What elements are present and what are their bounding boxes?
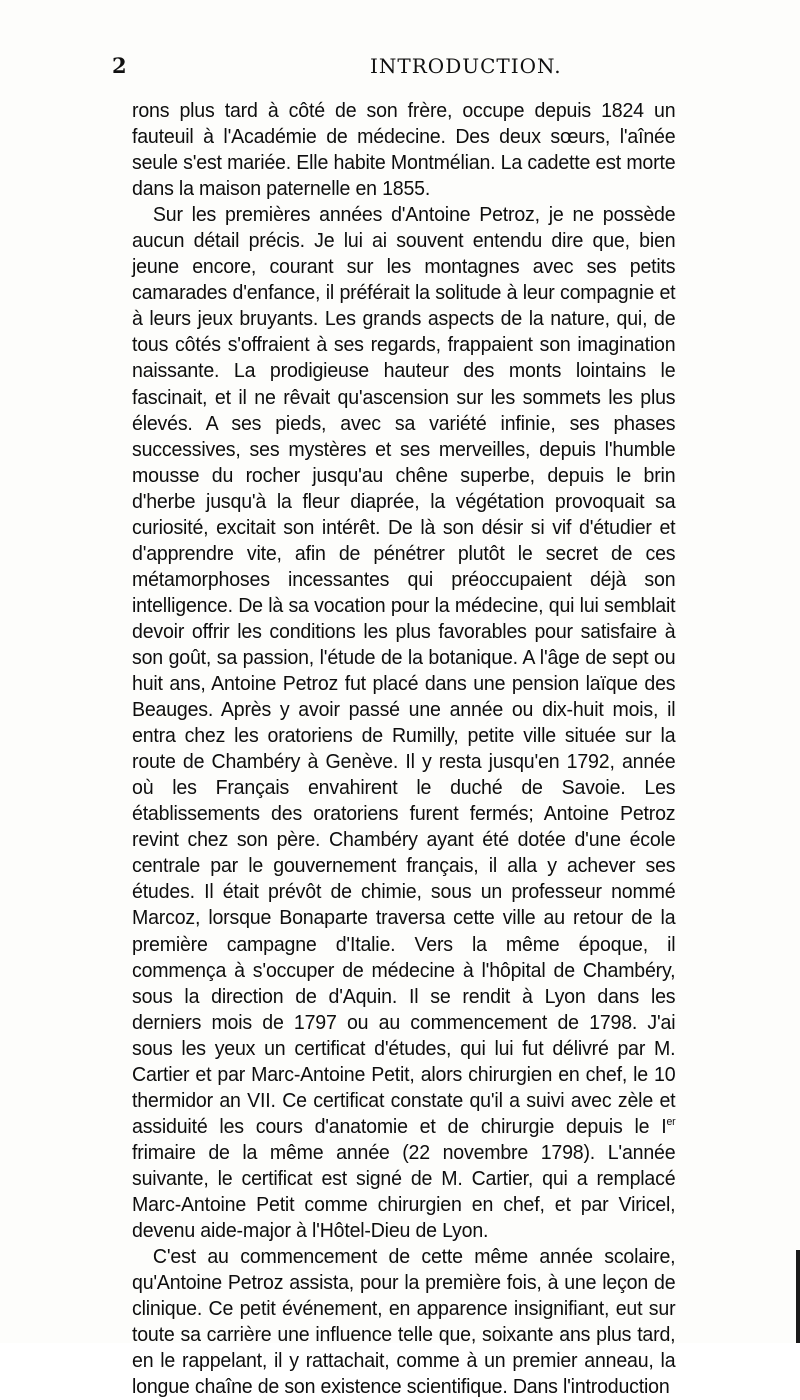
paragraph-1 — [132, 98, 675, 202]
paragraph-2-text-end: frimaire de la même année (22 novembre 1798). L'année suivante, le certificat est signé de M. Cartier, qui a remplacé Marc-Antoine Petit comme chirurgien en chef, et par Viricel, devenu aide-major à l'Hôtel-Dieu de Lyon. — [132, 1140, 676, 1243]
paragraph-2 — [132, 202, 675, 1244]
body-text — [132, 98, 675, 1400]
page-header — [112, 53, 712, 81]
running-title: INTRODUCTION. — [370, 54, 562, 78]
paragraph-1-text: rons plus tard à côté de son frère, occupe depuis 1824 un fauteuil à l'Académie de médecine. Des deux sœurs, l'aînée seule s'est mariée. Elle habite Montmélian. La cadette est morte dans la maison paternelle en 1855. — [132, 99, 676, 201]
page-number: 2 — [112, 53, 127, 78]
paragraph-2-text-start: Sur les premières années d'Antoine Petroz, je ne possède aucun détail précis. Je lui ai souvent entendu dire que, bien jeune encore, courant sur les montagnes avec ses petits camarades d'enfance, il préférait la solitude à leur compagnie et à leurs jeux bruyants. Les grands aspects de la nature, qui, de tous côtés s'offraient à ses regards, frappaient son imagination naissante. La prodigieuse hauteur des monts lointains le fascinait, et il ne rêvait qu'ascension sur les sommets les plus élevés. A ses pieds, avec sa variété infinie, ses phases successives, ses mystères et ses merveilles, depuis l'humble mousse du rocher jusqu'au chêne superbe, depuis le brin d'herbe jusqu'à la fleur diaprée, la végétation provoquait sa curiosité, excitait son intérêt. De là son désir si vif d'étudier et d'apprendre vite, afin de pénétrer plutôt le secret de ces métamorphoses incessantes qui préoccupaient déjà son intelligence. De là sa vocation pour la médecine, qui lui semblait devoir offrir les conditions les plus favorables pour satisfaire à son goût, sa passion, l'étude de la botanique. A l'âge de sept ou huit ans, Antoine Petroz fut placé dans une pension laïque des Beauges. Après y avoir passé une année ou dix-huit mois, il entra chez les oratoriens de Rumilly, petite ville située sur la route de Chambéry à Genève. Il y resta jusqu'en 1792, année où les Français envahirent le duché de Savoie. Les établissements des oratoriens furent fermés; Antoine Petroz revint chez son père. Chambéry ayant été dotée d'une école centrale par le gouvernement français, il alla y achever ses études. Il était prévôt de chimie, sous un professeur nommé Marcoz, lorsque Bonaparte traversa cette ville au retour de la première campagne d'Italie. Vers la même époque, il commença à s'occuper de médecine à l'hôpital de Chambéry, sous la direction de d'Aquin. Il se rendit à Lyon dans les derniers mois de 1797 ou au commencement de 1798. J'ai sous les yeux un certificat d'études, qui lui fut délivré par M. Cartier et par Marc-Antoine Petit, alors chirurgien en chef, le 10 thermidor an VII. Ce certificat constate qu'il a suivi avec zèle et assiduité les cours d'anatomie et de chirurgie depuis le I — [132, 203, 676, 1138]
paragraph-3 — [132, 1244, 675, 1400]
paragraph-3-text: C'est au commencement de cette même année scolaire, qu'Antoine Petroz assista, pour la première fois, à une leçon de clinique. Ce petit événement, en apparence insignifiant, eut sur toute sa carrière une influence telle que, soixante ans plus tard, en le rappelant, il y rattachait, comme à un premier anneau, la longue chaîne de son existence scientifique. Dans l'introduction — [132, 1245, 676, 1399]
superscript-er: er — [666, 1115, 676, 1128]
page-edge-shadow — [796, 1250, 800, 1343]
